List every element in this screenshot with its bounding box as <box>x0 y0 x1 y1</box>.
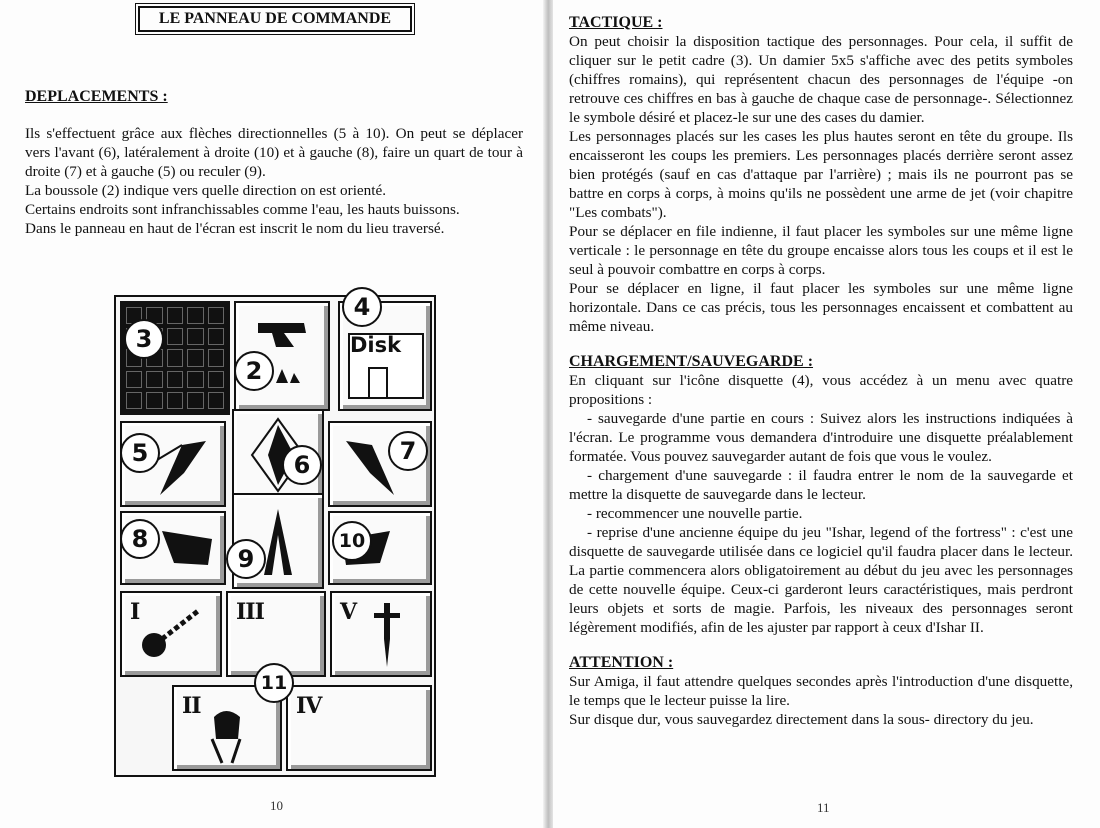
callout-badge-7: 7 <box>388 431 428 471</box>
callout-badge-3: 3 <box>124 319 164 359</box>
page-number: 11 <box>817 800 830 815</box>
right-page <box>553 0 1100 828</box>
sword-icon <box>332 593 430 675</box>
roman-numeral: III <box>236 599 264 625</box>
paragraph: Pour se déplacer en file indienne, il faut placer les symboles sur une même ligne verticale : le personnage en tête du groupe encaisse alors tous les coups et il est le seul à pouvoir combattre en corps à corps. <box>569 223 1073 278</box>
page-header-title: LE PANNEAU DE COMMANDE <box>138 6 412 32</box>
callout-badge-11: 11 <box>254 663 294 703</box>
roman-numeral: V <box>340 599 357 625</box>
section-title-chargement: CHARGEMENT/SAUVEGARDE : <box>569 353 814 370</box>
tactique-body <box>569 32 1073 336</box>
right-page-content <box>569 14 1073 729</box>
paragraph: Pour se déplacer en ligne, il faut placer les symboles sur une même ligne horizontale. Dans ce cas précis, tous les personnages encaissent et combattent au même niveau. <box>569 280 1073 335</box>
paragraph: Sur Amiga, il faut attendre quelques secondes après l'introduction d'une disquette, le temps que le lecteur puisse la lire. <box>569 673 1073 709</box>
list-item: - sauvegarde d'une partie en cours : Suivez alors les instructions indiquées à l'écran. Le programme vous demandera d'introduire une disquette préalablement formatée. Vous pouvez sauvegarder autant de fois que vous le voulez. <box>569 410 1073 465</box>
callout-badge-8: 8 <box>120 519 160 559</box>
paragraph: Dans le panneau en haut de l'écran est inscrit le nom du lieu traversé. <box>25 220 445 237</box>
tactical-grid-icon <box>120 301 230 415</box>
flail-icon <box>122 593 220 675</box>
roman-numeral: I <box>130 599 140 625</box>
page-number: 10 <box>270 798 283 813</box>
left-page <box>0 0 545 828</box>
paragraph: La boussole (2) indique vers quelle direction on est orienté. <box>25 182 387 199</box>
list-item: - reprise d'une ancienne équipe du jeu "Ishar, legend of the fortress" : c'est une disquette de sauvegarde utilisée dans ce logiciel qu'il faudra placer dans le lecteur. La partie commencera alors obligatoirement au début du jeu avec les personnages de cette nouvelle équipe. Ceux-ci garderont leurs caractéristiques, mais perdront leurs objets et sorts de magie. Parfois, les niveaux des personnages seront légèrement modifiés, afin de les ajuster par rapport à ceux d'Ishar II. <box>569 524 1073 636</box>
paragraph: On peut choisir la disposition tactique des personnages. Pour cela, il suffit de cliquer sur le petit cadre (3). Un damier 5x5 s'affiche avec des petits symboles (chiffres romains), qui représentent chacun des personnages de l'équipe -on retrouve ces chiffres en bas à gauche de chaque case de personnage-. Sélectionnez le symbole désiré et placez-le sur une des cases du damier. <box>569 33 1073 126</box>
roman-numeral: IV <box>296 693 322 719</box>
paragraph: Les personnages placés sur les cases les plus hautes seront en tête du groupe. Ils encaisseront les coups les premiers. Les personnages placés derrière seront assez bien protégés (sauf en cas d'attaque par l'arrière) ; mais ils ne pourront pas se battre en corps à corps, à moins qu'ils ne possèdent une arme de jet (voir chapitre "Les combats"). <box>569 128 1073 221</box>
callout-badge-10: 10 <box>332 521 372 561</box>
character-slot-1 <box>120 591 222 677</box>
paragraph: Ils s'effectuent grâce aux flèches directionnelles (5 à 10). On peut se déplacer vers l'avant (6), latéralement à droite (10) et à gauche (8), faire un quart de tour à droite (7) et à gauche (5) ou reculer (9). <box>25 125 523 180</box>
character-slot-4 <box>286 685 432 771</box>
list-item: - chargement d'une sauvegarde : il faudra entrer le nom de la sauvegarde et mettre la disquette de sauvegarde dans le lecteur. <box>569 467 1073 503</box>
disk-label: Disk <box>350 333 402 357</box>
attention-body <box>569 672 1073 729</box>
section-title-deplacements: DEPLACEMENTS : <box>25 88 168 105</box>
section-title-attention: ATTENTION : <box>569 654 674 671</box>
chargement-body <box>569 371 1073 637</box>
roman-numeral: II <box>182 693 201 719</box>
callout-badge-9: 9 <box>226 539 266 579</box>
section-title-tactique: TACTIQUE : <box>569 14 663 31</box>
callout-badge-4: 4 <box>342 287 382 327</box>
paragraph: Sur disque dur, vous sauvegardez directement dans la sous- directory du jeu. <box>569 711 1034 728</box>
deplacements-body <box>25 124 523 238</box>
callout-badge-2: 2 <box>234 351 274 391</box>
character-slot-5 <box>330 591 432 677</box>
callout-badge-6: 6 <box>282 445 322 485</box>
list-item: - recommencer une nouvelle partie. <box>587 505 803 522</box>
paragraph: Certains endroits sont infranchissables comme l'eau, les hauts buissons. <box>25 201 460 218</box>
callout-badge-5: 5 <box>120 433 160 473</box>
paragraph: En cliquant sur l'icône disquette (4), vous accédez à un menu avec quatre propositions : <box>569 372 1073 408</box>
control-panel-illustration <box>114 295 436 777</box>
